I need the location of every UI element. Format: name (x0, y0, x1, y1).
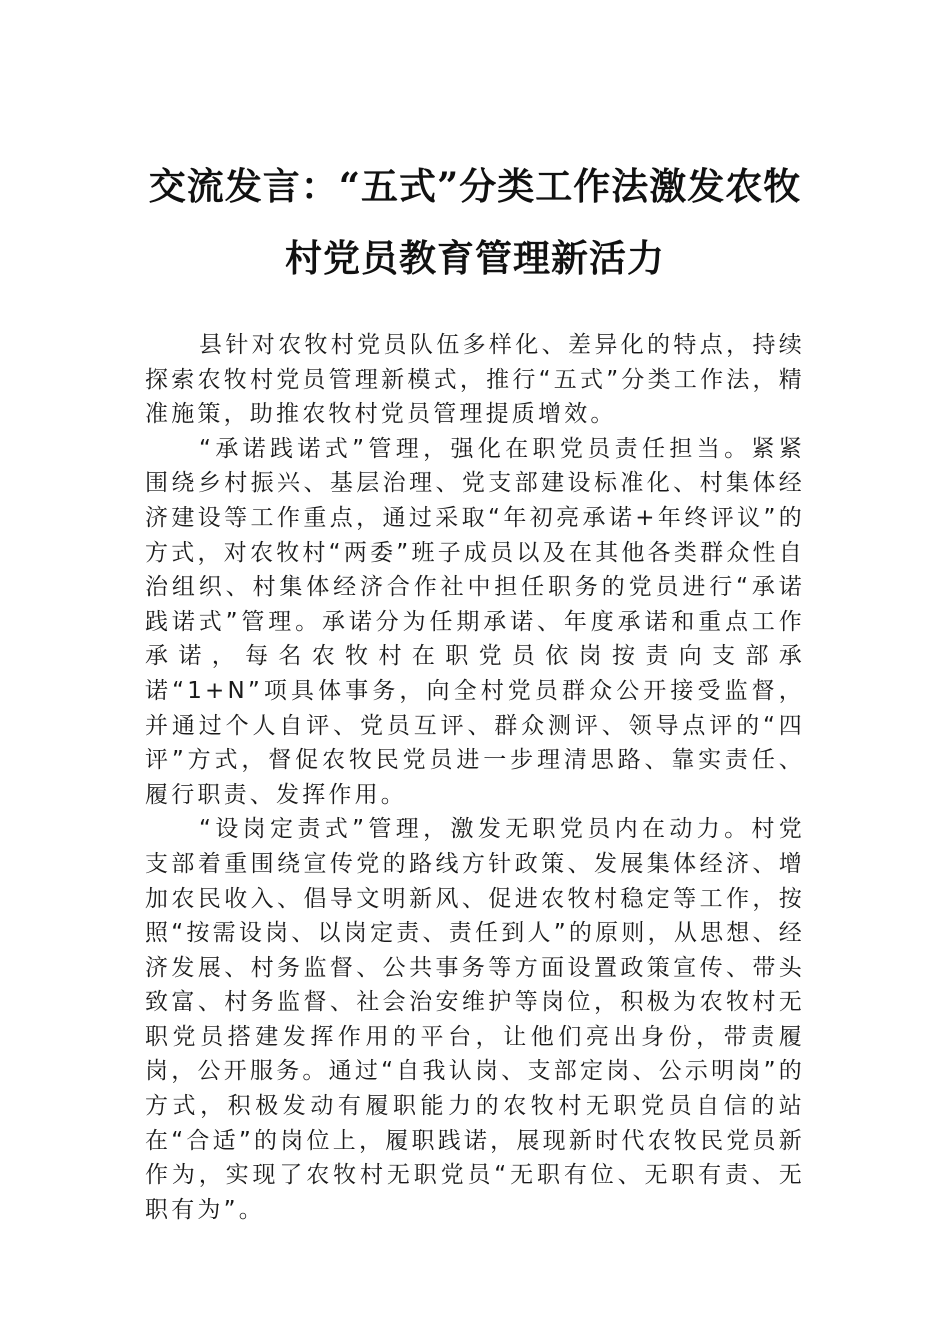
document-title (140, 150, 810, 294)
title-line-1: 交流发言：“五式”分类工作法激发农牧 (148, 164, 802, 208)
document-body (145, 328, 805, 1227)
paragraph-post-responsibility-management: “设岗定责式”管理，激发无职党员内在动力。村党支部着重围绕宣传党的路线方针政策、发展集体经济、增加农民收入、倡导文明新风、促进农牧村稳定等工作，按照“按需设岗、以岗定责、责任到人”的原则，从思想、经济发展、村务监督、公共事务等方面设置政策宣传、带头致富、村务监督、社会治安维护等岗位，积极为农牧村无职党员搭建发挥作用的平台，让他们亮出身份，带责履岗，公开服务。通过“自我认岗、支部定岗、公示明岗”的方式，积极发动有履职能力的农牧村无职党员自信的站在“合适”的岗位上，履职践诺，展现新时代农牧民党员新作为，实现了农牧村无职党员“无职有位、无职有责、无职有为”。 (145, 816, 805, 1223)
paragraph-commitment-management: “承诺践诺式”管理，强化在职党员责任担当。紧紧围绕乡村振兴、基层治理、党支部建设标准化、村集体经济建设等工作重点，通过采取“年初亮承诺+年终评议”的方式，对农牧村“两委”班子成员以及在其他各类群众性自治组织、村集体经济合作社中担任职务的党员进行“承诺践诺式”管理。承诺分为任期承诺、年度承诺和重点工作承诺，每名农牧村在职党员依岗按责向支部承诺“1+N”项具体事务，向全村党员群众公开接受监督，并通过个人自评、党员互评、群众测评、领导点评的“四评”方式，督促农牧民党员进一步理清思路、靠实责任、履行职责、发挥作用。 (145, 435, 805, 808)
paragraph-intro: 县针对农牧村党员队伍多样化、差异化的特点，持续探索农牧村党员管理新模式，推行“五式”分类工作法，精准施策，助推农牧村党员管理提质增效。 (145, 332, 805, 428)
title-line-2: 村党员教育管理新活力 (285, 236, 665, 280)
